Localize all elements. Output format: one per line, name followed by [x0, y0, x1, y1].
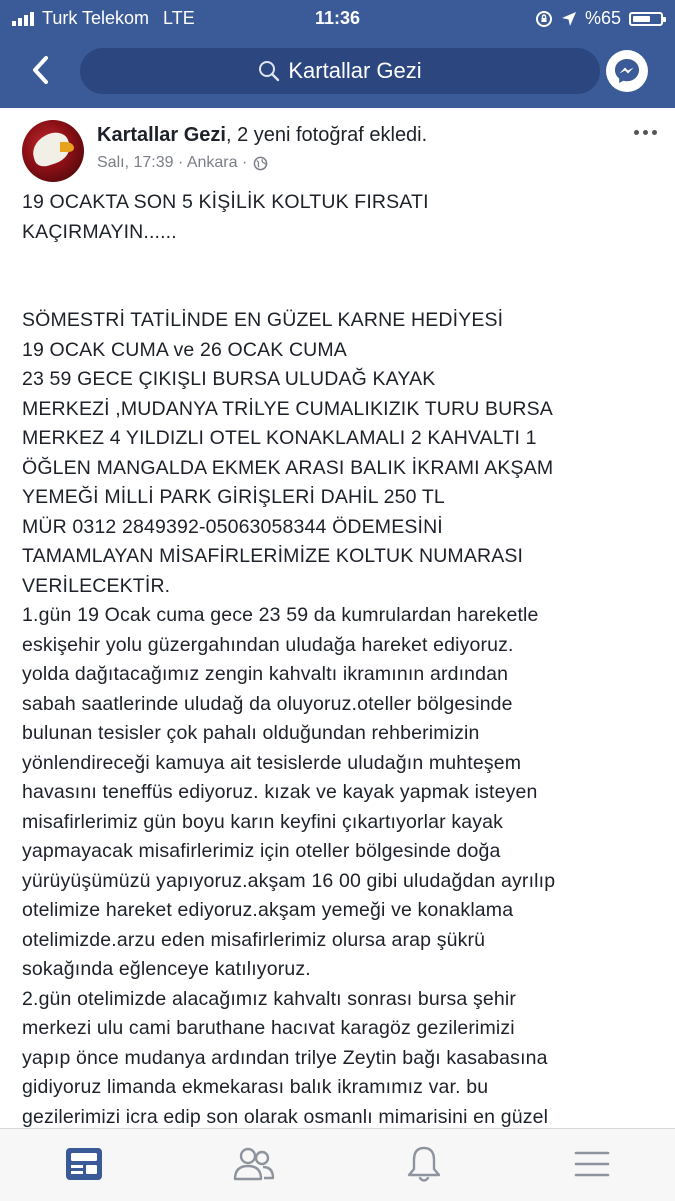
status-bar [0, 0, 675, 36]
friends-icon [232, 1145, 276, 1183]
post-text-line: bulunan tesisler çok pahalı olduğundan rehberimizin [22, 722, 480, 744]
post-text-line: 19 OCAKTA SON 5 KİŞİLİK KOLTUK FIRSATI [22, 191, 429, 213]
location-arrow-icon [561, 11, 577, 27]
post-author[interactable]: Kartallar Gezi [97, 124, 226, 146]
battery-icon [629, 12, 663, 26]
page-avatar[interactable] [22, 120, 84, 182]
post-text-line: MÜR 0312 2849392-05063058344 ÖDEMESİNİ [22, 515, 443, 538]
post-text-line: 2.gün otelimizde alacağımız kahvaltı sonrası bursa şehir [22, 987, 516, 1010]
messenger-button[interactable] [606, 50, 648, 92]
hamburger-menu-icon [573, 1148, 611, 1180]
post-text-line: havasını teneffüs ediyoruz. kızak ve kayak yapmak isteyen [22, 781, 538, 803]
post-text-line: yapıp önce mudanya ardından trilye Zeytin bağı kasabasına [22, 1046, 548, 1069]
network-label: LTE [163, 8, 195, 28]
post-text-line: YEMEĞİ MİLLİ PARK GİRİŞLERİ DAHİL 250 TL [22, 486, 445, 508]
status-time: 11:36 [314, 8, 361, 28]
post-text-line: yapmayacak misafirlerimiz için oteller bölgesinde doğa [22, 840, 501, 862]
post-text-line: SÖMESTRİ TATİLİNDE EN GÜZEL KARNE HEDİYESİ [22, 309, 504, 331]
globe-icon [253, 156, 268, 171]
more-options-button[interactable] [634, 130, 657, 135]
post-text-line: yönlendireceği kamuya ait tesislerde uludağın muhteşem [22, 751, 522, 774]
search-text: Kartallar Gezi [288, 58, 422, 83]
tab-news-feed[interactable] [54, 1137, 114, 1191]
post-action: , 2 yeni fotoğraf ekledi. [225, 124, 428, 146]
bottom-tab-bar [0, 1128, 675, 1201]
status-right [535, 8, 663, 29]
tab-notifications[interactable] [394, 1137, 454, 1191]
messenger-icon [612, 56, 642, 86]
post-meta [97, 154, 268, 172]
post-text-line: 19 OCAK CUMA ve 26 OCAK CUMA [22, 338, 347, 361]
post-text-line: otelimize hareket ediyoruz.akşam yemeği ve konaklama [22, 899, 514, 921]
search-icon [258, 60, 280, 82]
app-header [0, 0, 675, 108]
battery-percent: %65 [584, 8, 621, 28]
post-text-line: yürüyüşümüzü yapıyoruz.akşam 16 00 gibi uludağdan ayrılıp [22, 869, 556, 892]
post-text-line: misafirlerimiz gün boyu karın keyfini çıkartıyorlar kayak [22, 810, 504, 833]
post-text-line: merkezi ulu cami baruthane hacıvat karagöz gezilerimizi [22, 1017, 515, 1039]
paragraph-gap [22, 247, 662, 306]
rotation-lock-icon [535, 10, 553, 28]
eagle-beak [60, 142, 74, 152]
nav-row [0, 44, 675, 98]
post-text-line: MERKEZİ ,MUDANYA TRİLYE CUMALIKIZIK TURU BURSA [22, 397, 553, 420]
post-text-line: yolda dağıtacağımız zengin kahvaltı ikramının ardından [22, 663, 509, 685]
tab-menu[interactable] [562, 1137, 622, 1191]
back-button[interactable] [20, 50, 60, 90]
post-body [22, 188, 662, 1132]
post-text-line: eskişehir yolu güzergahından uludağa hareket ediyoruz. [22, 633, 514, 656]
post-text-line: 23 59 GECE ÇIKIŞLI BURSA ULUDAĞ KAYAK [22, 368, 436, 390]
battery-fill [633, 16, 650, 22]
chevron-left-icon [31, 55, 49, 85]
post-text-line: MERKEZ 4 YILDIZLI OTEL KONAKLAMALI 2 KAHVALTI 1 [22, 427, 537, 449]
post-text-line: otelimizde.arzu eden misafirlerimiz olursa arap şükrü [22, 928, 486, 951]
post-timestamp[interactable]: Salı, 17:39 · Ankara · [97, 154, 248, 171]
post-text-line: ÖĞLEN MANGALDA EKMEK ARASI BALIK İKRAMI AKŞAM [22, 456, 554, 479]
carrier-label: Turk Telekom [42, 8, 150, 28]
post-text-line: gidiyoruz limanda ekmekarası balık ikramımız var. bu [22, 1076, 489, 1098]
bell-icon [405, 1144, 443, 1184]
post-text-line: KAÇIRMAYIN...... [22, 220, 177, 243]
search-bar[interactable] [80, 48, 600, 94]
post-text-line: sabah saatlerinde uludağ da oluyoruz.oteller bölgesinde [22, 692, 513, 715]
tab-friends[interactable] [224, 1137, 284, 1191]
post-text-line: VERİLECEKTİR. [22, 574, 171, 597]
news-feed-icon [64, 1146, 104, 1182]
post-text-line: 1.gün 19 Ocak cuma gece 23 59 da kumrulardan hareketle [22, 604, 539, 626]
post-text-line: sokağında eğlenceye katılıyoruz. [22, 958, 311, 980]
post-header [0, 108, 675, 186]
post-text-line: gezilerimizi icra edip son olarak osmanlı mimarisini en güzel [22, 1105, 549, 1128]
post-text-line: TAMAMLAYAN MİSAFİRLERİMİZE KOLTUK NUMARASI [22, 545, 524, 567]
post-title [97, 124, 427, 147]
